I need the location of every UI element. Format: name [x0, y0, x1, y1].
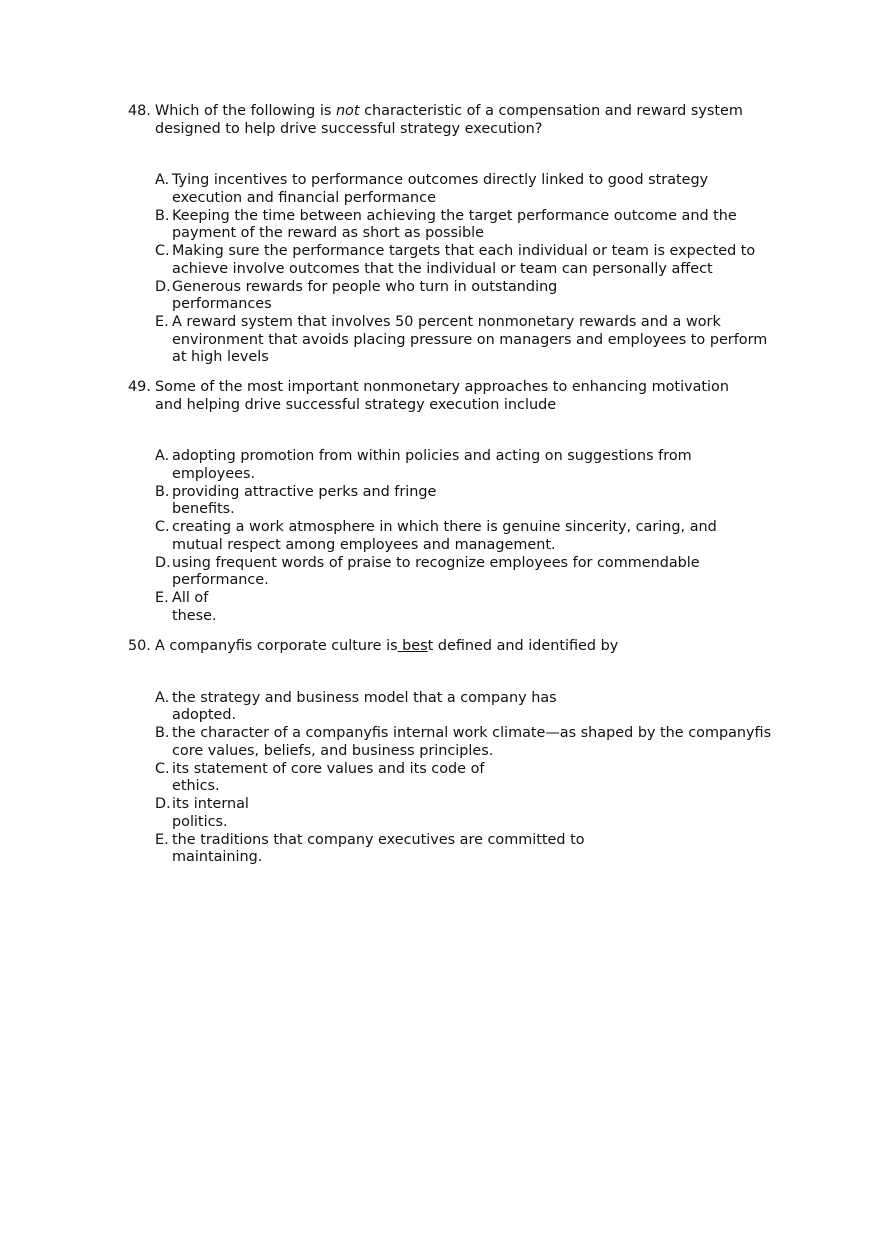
question-49 — [128, 379, 788, 626]
option-text: All of these. — [172, 590, 217, 624]
option-letter: B. — [155, 207, 170, 224]
answer-option-d — [155, 796, 788, 831]
answer-option-e — [155, 590, 788, 625]
option-text: providing attractive perks and fringe benefits. — [172, 483, 437, 517]
option-text: its statement of core values and its code of ethics. — [172, 760, 485, 794]
emphasis-text: not — [335, 103, 360, 119]
question-50 — [128, 638, 788, 867]
option-text: Generous rewards for people who turn in outstanding performances — [172, 278, 558, 312]
answer-option-a — [155, 690, 788, 725]
option-letter: B. — [155, 725, 170, 741]
option-text: Tying incentives to performance outcomes directly linked to good strategy execution and financial performance — [172, 172, 709, 206]
underlined-text: bes — [397, 638, 428, 654]
question-stem — [128, 638, 788, 656]
option-letter: D. — [155, 796, 171, 812]
option-text: using frequent words of praise to recognize employees for commendable performance. — [172, 554, 700, 588]
answer-option-c — [155, 761, 788, 796]
option-text: the character of a companyfis internal work climate—as shaped by the companyfis core values, beliefs, and business principles. — [172, 725, 772, 759]
answer-option-e — [155, 314, 788, 367]
question-text: Some of the most important nonmonetary approaches to enhancing motivation and helping drive successful strategy execution include — [155, 379, 729, 413]
question-stem — [128, 379, 788, 414]
question-number: 50. — [128, 638, 151, 654]
option-text: creating a work atmosphere in which there is genuine sincerity, caring, and mutual respect among employees and management. — [172, 519, 717, 553]
answer-options — [128, 690, 788, 867]
option-letter: C. — [155, 760, 170, 777]
option-letter: A. — [155, 448, 170, 464]
option-text: Keeping the time between achieving the target performance outcome and the payment of the reward as short as possible — [172, 207, 737, 241]
answer-option-c — [155, 519, 788, 554]
question-text: Which of the following is not characteristic of a compensation and reward system designed to help drive successful strategy execution? — [155, 103, 743, 137]
option-letter: D. — [155, 554, 171, 571]
question-number: 48. — [128, 103, 151, 119]
answer-option-d — [155, 555, 788, 590]
option-text: adopting promotion from within policies and acting on suggestions from employees. — [172, 448, 692, 482]
answer-option-b — [155, 208, 788, 243]
answer-option-a — [155, 172, 788, 207]
question-48 — [128, 103, 788, 367]
answer-options — [128, 172, 788, 367]
option-letter: A. — [155, 172, 170, 188]
option-letter: E. — [155, 314, 169, 330]
option-text: its internal politics. — [172, 796, 249, 830]
answer-option-e — [155, 832, 788, 867]
option-letter: E. — [155, 590, 169, 606]
answer-options — [128, 448, 788, 625]
answer-option-d — [155, 279, 788, 314]
question-stem — [128, 103, 788, 138]
question-number: 49. — [128, 379, 151, 395]
answer-option-a — [155, 448, 788, 483]
question-text: A companyfis corporate culture is best defined and identified by — [155, 638, 619, 654]
answer-option-b — [155, 725, 788, 760]
answer-option-c — [155, 243, 788, 278]
option-text: the traditions that company executives are committed to maintaining. — [172, 831, 585, 865]
option-letter: B. — [155, 483, 170, 500]
option-letter: D. — [155, 278, 171, 295]
option-letter: A. — [155, 689, 170, 706]
option-text: A reward system that involves 50 percent nonmonetary rewards and a work environment that avoids placing pressure on managers and employees to perform at high levels — [172, 314, 768, 365]
option-letter: C. — [155, 519, 170, 535]
option-letter: C. — [155, 243, 170, 259]
answer-option-b — [155, 484, 788, 519]
option-text: the strategy and business model that a company has adopted. — [172, 689, 557, 723]
option-letter: E. — [155, 831, 169, 848]
option-text: Making sure the performance targets that each individual or team is expected to achieve involve outcomes that the individual or team can personally affect — [172, 243, 756, 277]
